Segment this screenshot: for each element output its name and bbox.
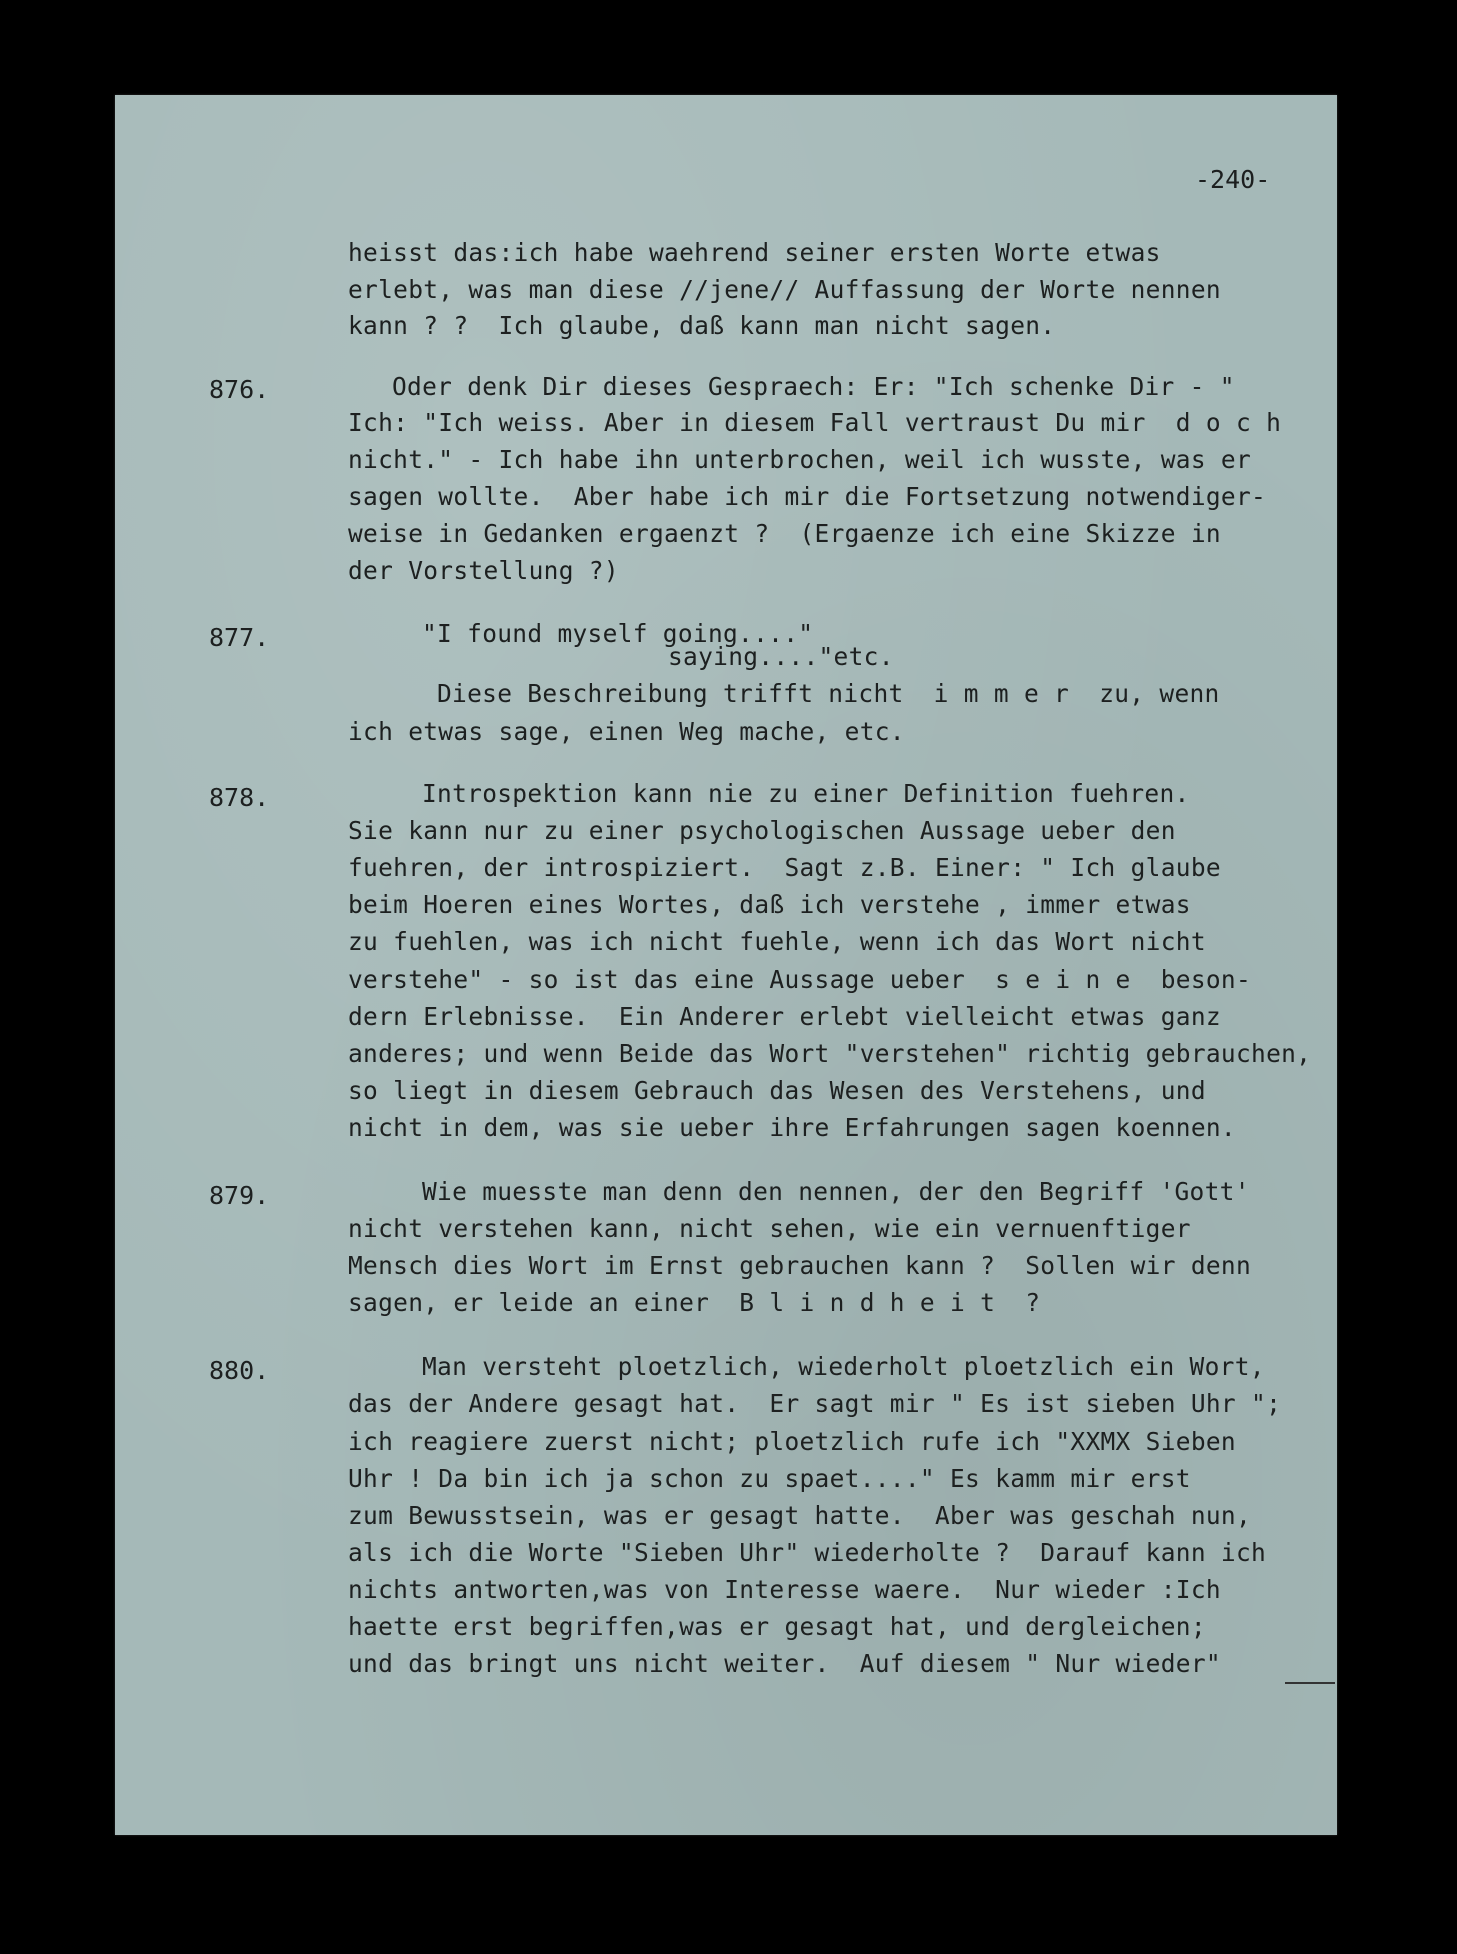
text-line: Introspektion kann nie zu einer Definition fuehren. — [422, 779, 1190, 808]
text-line: fuehren, der introspiziert. Sagt z.B. Einer: " Ich glaube — [348, 853, 1221, 882]
text-line: so liegt in diesem Gebrauch das Wesen des Verstehens, und — [348, 1076, 1206, 1105]
text-line: als ich die Worte "Sieben Uhr" wiederholte ? Darauf kann ich — [348, 1538, 1267, 1567]
text-line: weise in Gedanken ergaenzt ? (Ergaenze ich eine Skizze in — [348, 519, 1221, 548]
text-line: Mensch dies Wort im Ernst gebrauchen kann ? Sollen wir denn — [348, 1251, 1252, 1280]
margin-mark — [1285, 1682, 1335, 1684]
text-line: nicht verstehen kann, nicht sehen, wie ein vernuenftiger — [348, 1214, 1191, 1243]
text-line: dern Erlebnisse. Ein Anderer erlebt vielleicht etwas ganz — [348, 1002, 1221, 1031]
text-line: nicht." - Ich habe ihn unterbrochen, weil ich wusste, was er — [348, 445, 1252, 474]
text-line: verstehe" - so ist das eine Aussage ueber s e i n e beson- — [348, 965, 1252, 994]
text-line: Oder denk Dir dieses Gespraech: Er: "Ich schenke Dir - " — [392, 372, 1235, 401]
text-line: zum Bewusstsein, was er gesagt hatte. Aber was geschah nun, — [348, 1501, 1252, 1530]
text-line: das der Andere gesagt hat. Er sagt mir " Es ist sieben Uhr "; — [348, 1389, 1282, 1418]
text-line: "I found myself going...." — [422, 619, 814, 648]
text-line: Wie muesste man denn den nennen, der den Begriff 'Gott' — [422, 1177, 1250, 1206]
text-line: saying...."etc. — [668, 642, 894, 671]
text-line: nicht in dem, was sie ueber ihre Erfahrungen sagen koennen. — [348, 1113, 1236, 1142]
text-line: sagen, er leide an einer B l i n d h e i t ? — [348, 1288, 1041, 1317]
text-line: beim Hoeren eines Wortes, daß ich verstehe , immer etwas — [348, 890, 1191, 919]
text-line: ich reagiere zuerst nicht; ploetzlich rufe ich "XXMX Sieben — [348, 1427, 1236, 1456]
text-line: ich etwas sage, einen Weg mache, etc. — [348, 717, 905, 746]
remark-number-876: 876. — [209, 375, 270, 404]
remark-number-880: 880. — [209, 1356, 270, 1385]
text-line: Sie kann nur zu einer psychologischen Aussage ueber den — [348, 816, 1176, 845]
text-line: haette erst begriffen,was er gesagt hat, und dergleichen; — [348, 1612, 1206, 1641]
text-line: anderes; und wenn Beide das Wort "verstehen" richtig gebrauchen, — [348, 1039, 1312, 1068]
text-line: heisst das:ich habe waehrend seiner ersten Worte etwas — [348, 238, 1161, 267]
page-number: -240- — [1195, 165, 1271, 194]
text-line: erlebt, was man diese //jene// Auffassung der Worte nennen — [348, 275, 1221, 304]
text-line: nichts antworten,was von Interesse waere. Nur wieder :Ich — [348, 1575, 1221, 1604]
text-line: Ich: "Ich weiss. Aber in diesem Fall vertraust Du mir d o c h — [348, 408, 1282, 437]
text-line: Diese Beschreibung trifft nicht i m m e r zu, wenn — [437, 679, 1220, 708]
text-line: der Vorstellung ?) — [348, 556, 619, 585]
typescript-page — [115, 95, 1337, 1835]
remark-number-878: 878. — [209, 783, 270, 812]
remark-number-877: 877. — [209, 623, 270, 652]
text-line: zu fuehlen, was ich nicht fuehle, wenn ich das Wort nicht — [348, 927, 1206, 956]
text-line: sagen wollte. Aber habe ich mir die Fortsetzung notwendiger- — [348, 482, 1267, 511]
text-line: Uhr ! Da bin ich ja schon zu spaet...." Es kamm mir erst — [348, 1464, 1191, 1493]
text-line: kann ? ? Ich glaube, daß kann man nicht sagen. — [348, 311, 1056, 340]
text-line: Man versteht ploetzlich, wiederholt ploetzlich ein Wort, — [422, 1352, 1265, 1381]
text-line: und das bringt uns nicht weiter. Auf diesem " Nur wieder" — [348, 1649, 1221, 1678]
remark-number-879: 879. — [209, 1181, 270, 1210]
